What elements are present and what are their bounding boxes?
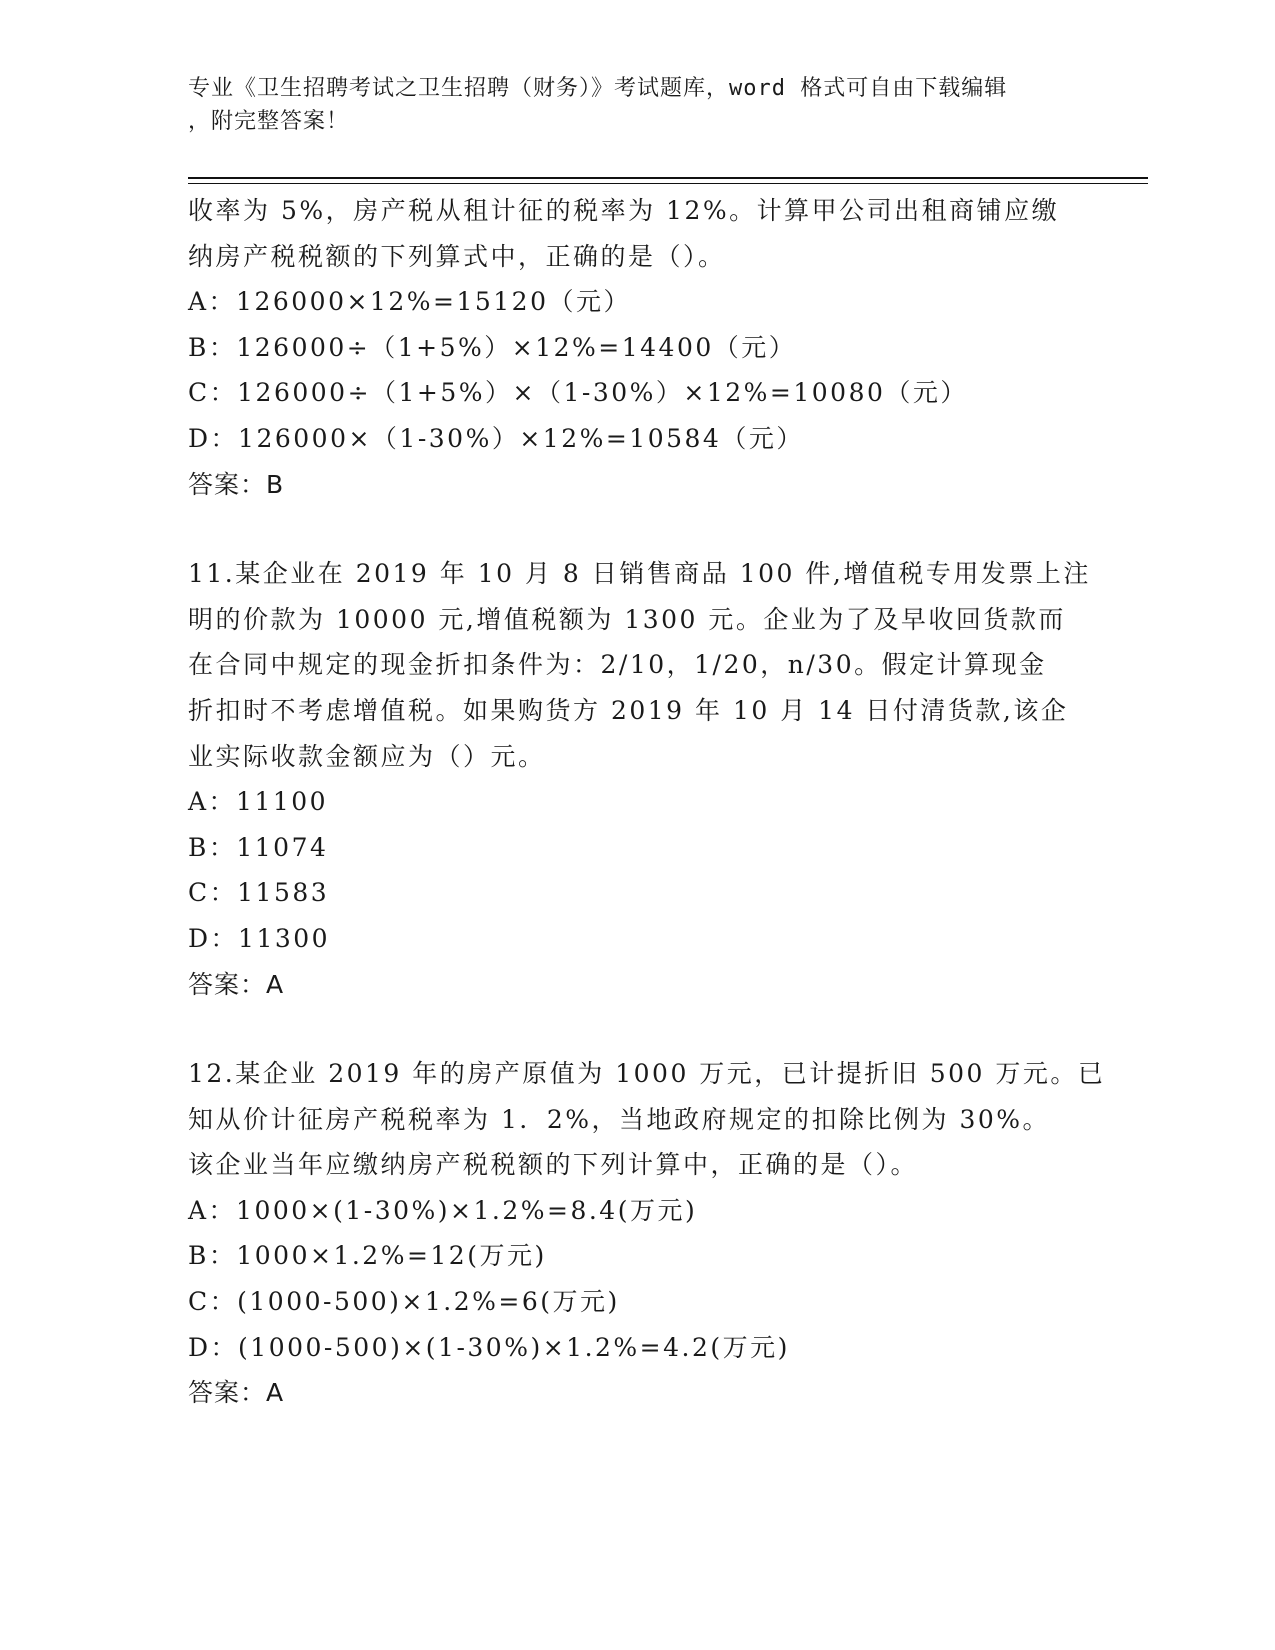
- option-c: C：11583: [188, 878, 330, 908]
- question-stem-line: 业实际收款金额应为（）元。: [188, 741, 546, 771]
- question-stem-line: 收率为 5%，房产税从租计征的税率为 12%。计算甲公司出租商铺应缴: [188, 196, 1060, 225]
- answer-line: 答案：A: [188, 1378, 285, 1408]
- answer-line: 答案：A: [188, 969, 285, 999]
- option-c: C：(1000-500)×1.2%=6(万元): [188, 1287, 620, 1317]
- question-stem-line: 明的价款为 10000 元,增值税额为 1300 元。企业为了及早收回货款而: [188, 604, 1066, 634]
- question-stem-line: 纳房产税税额的下列算式中，正确的是（）。: [188, 241, 726, 271]
- header-divider-thick: [188, 177, 1148, 179]
- question-stem-line: 该企业当年应缴纳房产税税额的下列计算中，正确的是（）。: [188, 1150, 919, 1180]
- option-b: B：126000÷（1+5%）×12%=14400（元）: [188, 332, 797, 362]
- option-c: C：126000÷（1+5%）×（1-30%）×12%=10080（元）: [188, 378, 968, 408]
- option-b: B：1000×1.2%=12(万元): [188, 1241, 547, 1271]
- question-10: [188, 188, 1088, 507]
- question-stem-line: 11.某企业在 2019 年 10 月 8 日销售商品 100 件,增值税专用发票上注: [188, 559, 1091, 589]
- header-line-2: ，附完整答案！: [188, 109, 350, 134]
- question-list: [188, 188, 1106, 1416]
- question-stem-line: 在合同中规定的现金折扣条件为：2/10，1/20，n/30。假定计算现金: [188, 650, 1047, 680]
- document-header: [188, 72, 1068, 138]
- question-11: [188, 551, 1091, 1007]
- question-stem-line: 知从价计征房产税税率为 1．2%，当地政府规定的扣除比例为 30%。: [188, 1104, 1051, 1134]
- header-line-1: 专业《卫生招聘考试之卫生招聘（财务）》考试题库，word 格式可自由下载编辑: [188, 76, 1008, 101]
- option-a: A：11100: [188, 787, 329, 817]
- question-12: [188, 1051, 1106, 1416]
- option-a: A：126000×12%=15120（元）: [188, 287, 631, 317]
- spacer: [188, 1007, 1088, 1051]
- option-b: B：11074: [188, 832, 329, 862]
- option-a: A：1000×(1-30%)×1.2%=8.4(万元): [188, 1195, 698, 1225]
- answer-line: 答案：B: [188, 469, 285, 499]
- option-d: D：126000×（1-30%）×12%=10584（元）: [188, 423, 804, 453]
- question-stem-line: 折扣时不考虑增值税。如果购货方 2019 年 10 月 14 日付清货款,该企: [188, 695, 1069, 725]
- question-stem-line: 12.某企业 2019 年的房产原值为 1000 万元，已计提折旧 500 万元。已: [188, 1059, 1106, 1089]
- header-divider-thin: [188, 183, 1148, 184]
- spacer: [188, 507, 1088, 551]
- option-d: D：(1000-500)×(1-30%)×1.2%=4.2(万元): [188, 1332, 790, 1362]
- option-d: D：11300: [188, 923, 331, 953]
